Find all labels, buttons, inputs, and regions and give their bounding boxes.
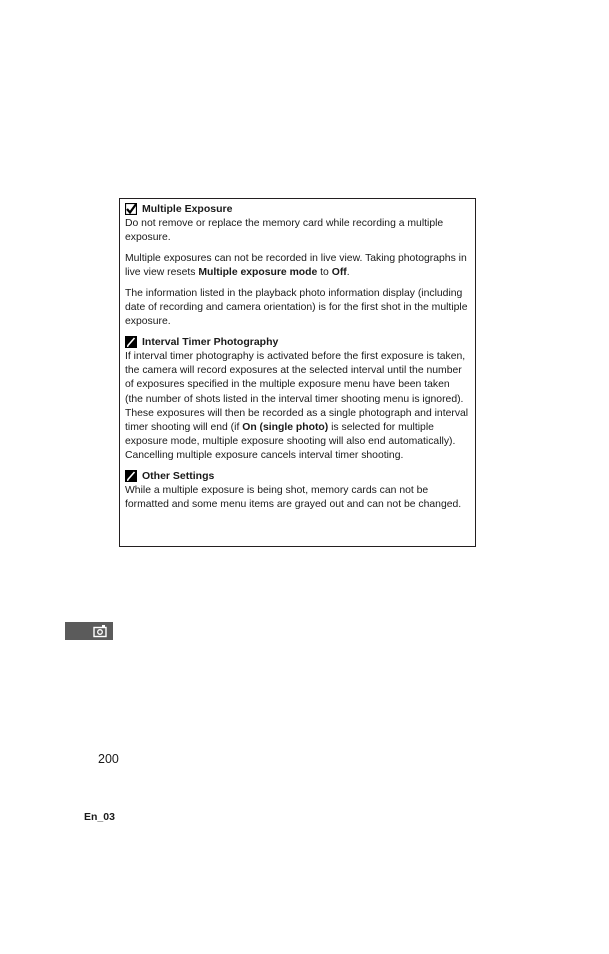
on-single-photo-term: On (single photo) bbox=[242, 421, 329, 433]
multiple-exposure-title: Multiple Exposure bbox=[142, 203, 233, 215]
page-number: 200 bbox=[98, 752, 119, 766]
interval-timer-heading bbox=[125, 335, 470, 349]
shooting-menu-tab bbox=[65, 622, 113, 640]
checkmark-box-icon bbox=[125, 203, 137, 215]
edition-label: En_03 bbox=[84, 811, 115, 823]
notes-box bbox=[119, 198, 476, 547]
multiple-exposure-para-2: Multiple exposures can not be recorded in live view. Taking photographs in live view resets Multiple exposure mode to Off. bbox=[125, 252, 467, 279]
other-settings-title: Other Settings bbox=[142, 470, 215, 483]
multiple-exposure-mode-term: Multiple exposure mode bbox=[198, 267, 318, 279]
interval-timer-title: Interval Timer Photography bbox=[142, 335, 279, 348]
camera-shooting-menu-icon bbox=[93, 624, 107, 638]
other-settings-para: While a multiple exposure is being shot, memory cards can not be formatted and some menu items are grayed out and can not be changed. bbox=[125, 485, 462, 511]
interval-timer-para: If interval timer photography is activated before the first exposure is taken, the camera will record exposures at the selected interval until the number of exposures specified in the multiple exposure menu have been taken (the number of shots listed in the interval timer shooting menu is ignored). These exposures will then be recorded as a single photograph and interval timer shooting will end (if On (single photo) is selected for multiple exposure mode, multiple exposure shooting will also end automatically). Cancelling multiple exposure cancels interval timer shooting. bbox=[125, 350, 469, 462]
multiple-exposure-para-1: Do not remove or replace the memory card while recording a multiple exposure. bbox=[125, 218, 444, 244]
pencil-note-icon bbox=[125, 336, 137, 348]
multiple-exposure-heading bbox=[125, 202, 470, 216]
off-term: Off bbox=[331, 267, 347, 279]
multiple-exposure-para-3: The information listed in the playback photo information display (including date of recording and camera orientation) is for the first shot in the multiple exposure. bbox=[125, 287, 468, 328]
other-settings-heading bbox=[125, 469, 470, 483]
pencil-note-icon bbox=[125, 470, 137, 482]
